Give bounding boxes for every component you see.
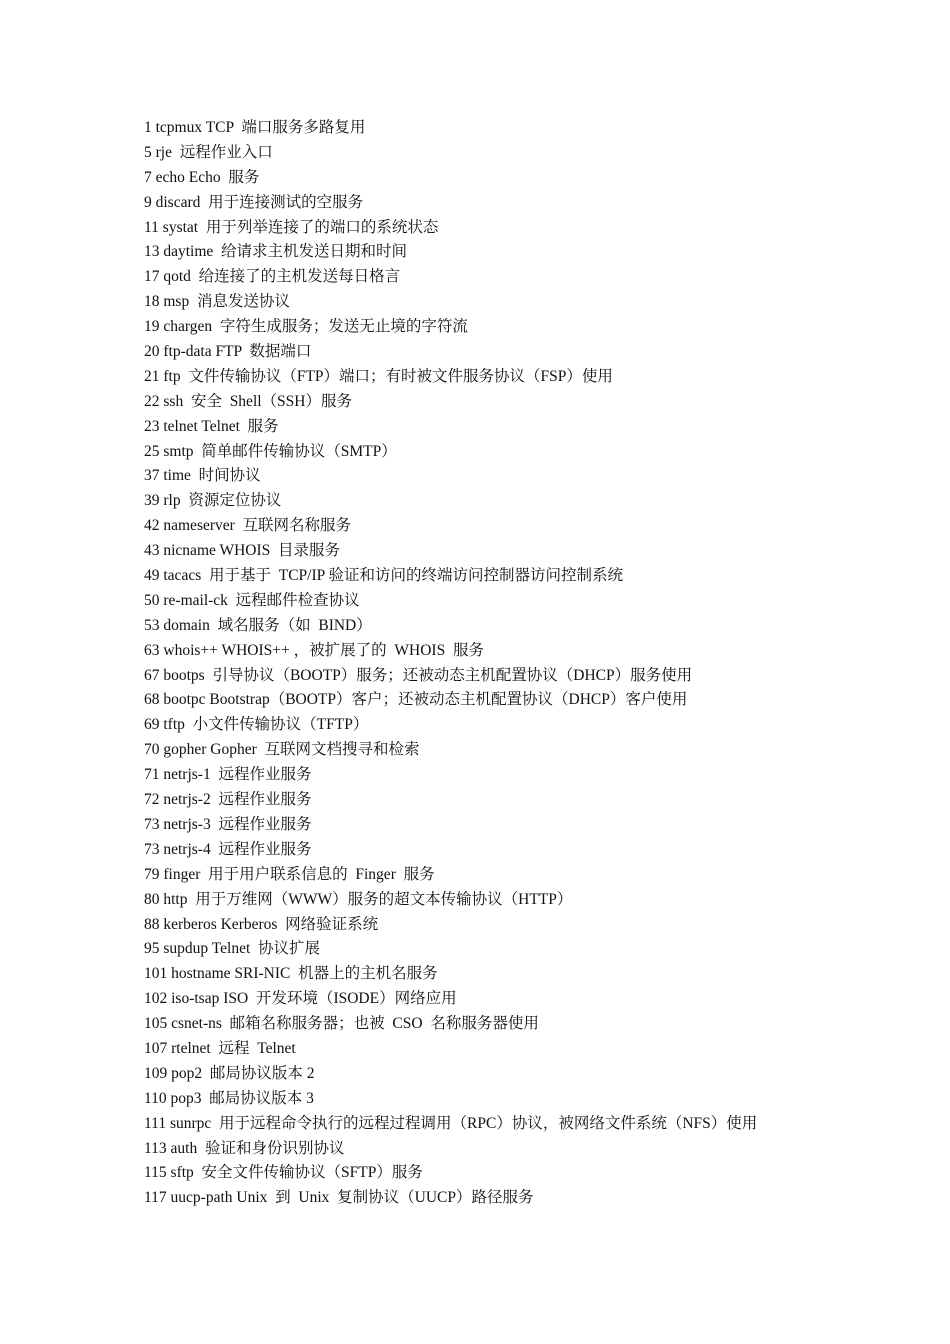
list-item: 110 pop3 邮局协议版本 3: [144, 1089, 314, 1107]
list-item: 117 uucp-path Unix 到 Unix 复制协议（UUCP）路径服务: [144, 1189, 534, 1207]
list-item: 42 nameserver 互联网名称服务: [144, 517, 352, 535]
list-item: 21 ftp 文件传输协议（FTP）端口；有时被文件服务协议（FSP）使用: [144, 367, 613, 385]
list-item: 67 bootps 引导协议（BOOTP）服务；还被动态主机配置协议（DHCP）服务使用: [144, 666, 693, 684]
list-item: 101 hostname SRI-NIC 机器上的主机名服务: [144, 965, 438, 983]
list-item: 72 netrjs-2 远程作业服务: [144, 791, 312, 809]
list-item: 68 bootpc Bootstrap（BOOTP）客户；还被动态主机配置协议（DHCP）客户使用: [144, 691, 688, 709]
port-service-list: [144, 116, 924, 1211]
list-item: 1 tcpmux TCP 端口服务多路复用: [144, 119, 366, 136]
list-item: 13 daytime 给请求主机发送日期和时间: [144, 243, 408, 261]
list-item: 73 netrjs-4 远程作业服务: [144, 840, 312, 858]
list-item: 25 smtp 简单邮件传输协议（SMTP）: [144, 442, 397, 460]
list-item: 63 whois++ WHOIS++ ，被扩展了的 WHOIS 服务: [144, 641, 484, 659]
list-item: 9 discard 用于连接测试的空服务: [144, 193, 364, 211]
list-item: 69 tftp 小文件传输协议（TFTP）: [144, 716, 369, 734]
list-item: 70 gopher Gopher 互联网文档搜寻和检索: [144, 741, 420, 759]
list-item: 18 msp 消息发送协议: [144, 293, 290, 311]
list-item: 80 http 用于万维网（WWW）服务的超文本传输协议（HTTP）: [144, 890, 573, 908]
list-item: 5 rje 远程作业入口: [144, 143, 273, 161]
list-item: 43 nicname WHOIS 目录服务: [144, 542, 341, 560]
list-item: 17 qotd 给连接了的主机发送每日格言: [144, 268, 401, 286]
list-item: 88 kerberos Kerberos 网络验证系统: [144, 915, 379, 933]
list-item: 23 telnet Telnet 服务: [144, 417, 279, 435]
list-item: 113 auth 验证和身份识别协议: [144, 1139, 345, 1157]
list-item: 19 chargen 字符生成服务；发送无止境的字符流: [144, 318, 468, 336]
list-item: 71 netrjs-1 远程作业服务: [144, 766, 312, 784]
list-item: 107 rtelnet 远程 Telnet: [144, 1039, 296, 1057]
list-item: 7 echo Echo 服务: [144, 168, 260, 186]
list-item: 11 systat 用于列举连接了的端口的系统状态: [144, 218, 439, 236]
list-item: 79 finger 用于用户联系信息的 Finger 服务: [144, 865, 435, 883]
list-item: 111 sunrpc 用于远程命令执行的远程过程调用（RPC）协议，被网络文件系统（NFS）使用: [144, 1114, 758, 1132]
list-item: 102 iso-tsap ISO 开发环境（ISODE）网络应用: [144, 990, 457, 1008]
list-item: 37 time 时间协议: [144, 467, 261, 485]
list-item: 22 ssh 安全 Shell（SSH）服务: [144, 392, 352, 410]
list-item: 53 domain 域名服务（如 BIND）: [144, 616, 372, 634]
list-item: 49 tacacs 用于基于 TCP/IP 验证和访问的终端访问控制器访问控制系统: [144, 567, 624, 585]
list-item: 105 csnet-ns 邮箱名称服务器；也被 CSO 名称服务器使用: [144, 1015, 539, 1033]
list-item: 115 sftp 安全文件传输协议（SFTP）服务: [144, 1164, 423, 1182]
list-item: 73 netrjs-3 远程作业服务: [144, 815, 312, 833]
list-item: 95 supdup Telnet 协议扩展: [144, 940, 321, 958]
list-item: 50 re-mail-ck 远程邮件检查协议: [144, 591, 360, 609]
list-item: 20 ftp-data FTP 数据端口: [144, 343, 312, 361]
list-item: 109 pop2 邮局协议版本 2: [144, 1064, 315, 1082]
list-item: 39 rlp 资源定位协议: [144, 492, 282, 510]
